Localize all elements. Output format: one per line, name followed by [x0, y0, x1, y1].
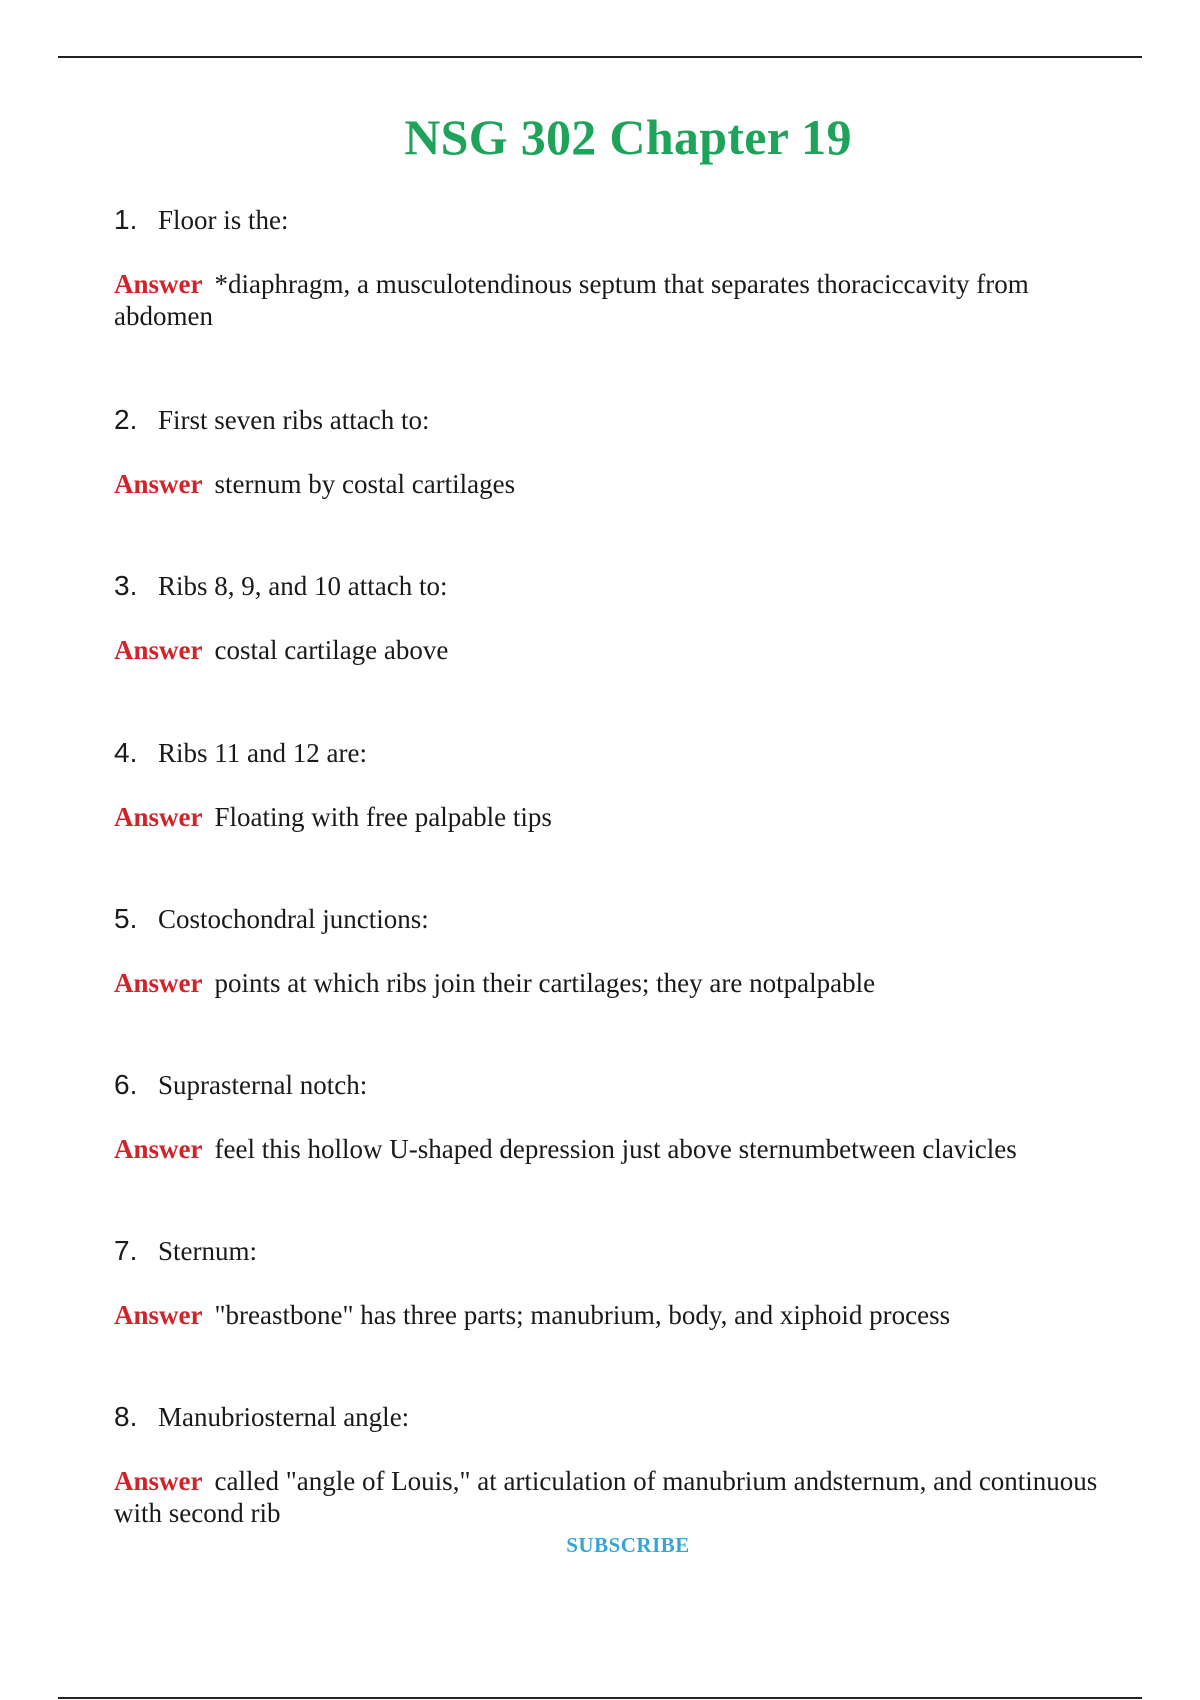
answer-text: sternum by costal cartilages: [214, 469, 516, 499]
question-text: Manubriosternal angle:: [158, 1402, 410, 1432]
question-text: Sternum:: [158, 1236, 257, 1266]
question: [114, 403, 1134, 437]
answer-text: points at which ribs join their cartilages; they are notpalpable: [214, 968, 876, 998]
question: [114, 1400, 1134, 1434]
qa-item-4: [114, 736, 1134, 833]
answer: [114, 468, 1134, 500]
bottom-divider: [58, 1697, 1142, 1699]
answer-label: Answer: [114, 1134, 203, 1164]
answer: [114, 268, 1134, 332]
qa-item-3: [114, 569, 1134, 666]
top-divider: [58, 56, 1142, 58]
question-text: Ribs 11 and 12 are:: [158, 738, 367, 768]
answer: [114, 967, 1134, 999]
question: [114, 736, 1134, 770]
answer-text: *diaphragm, a musculotendinous septum that separates thoraciccavity from abdomen: [114, 269, 1029, 331]
question-text: First seven ribs attach to:: [158, 405, 430, 435]
answer-label: Answer: [114, 1466, 203, 1496]
question-number: 8.: [114, 1401, 138, 1432]
question: [114, 1234, 1134, 1268]
answer: [114, 801, 1134, 833]
question-number: 2.: [114, 404, 138, 435]
qa-item-2: [114, 403, 1134, 500]
qa-item-7: [114, 1234, 1134, 1331]
answer-label: Answer: [114, 269, 203, 299]
subscribe-link[interactable]: SUBSCRIBE: [566, 1533, 690, 1557]
answer-label: Answer: [114, 968, 203, 998]
answer: [114, 634, 1134, 666]
question-text: Floor is the:: [158, 205, 289, 235]
answer-text: called "angle of Louis," at articulation of manubrium andsternum, and continuous with second rib: [114, 1466, 1098, 1528]
question-number: 7.: [114, 1235, 138, 1266]
question: [114, 1068, 1134, 1102]
qa-item-8: [114, 1400, 1134, 1529]
answer-label: Answer: [114, 635, 203, 665]
answer-label: Answer: [114, 469, 203, 499]
question-text: Costochondral junctions:: [158, 904, 429, 934]
answer-text: "breastbone" has three parts; manubrium, body, and xiphoid process: [214, 1300, 951, 1330]
question-text: Suprasternal notch:: [158, 1070, 368, 1100]
question: [114, 569, 1134, 603]
question-number: 5.: [114, 903, 138, 934]
answer-text: feel this hollow U-shaped depression just above sternumbetween clavicles: [214, 1134, 1017, 1164]
answer: [114, 1299, 1134, 1331]
answer-text: costal cartilage above: [214, 635, 449, 665]
question: [114, 902, 1134, 936]
qa-item-6: [114, 1068, 1134, 1165]
answer-label: Answer: [114, 1300, 203, 1330]
question: [114, 203, 1134, 237]
question-number: 3.: [114, 570, 138, 601]
question-number: 4.: [114, 737, 138, 768]
qa-item-1: [114, 203, 1134, 332]
answer-text: Floating with free palpable tips: [214, 802, 552, 832]
answer-label: Answer: [114, 802, 203, 832]
answer: [114, 1465, 1134, 1529]
question-number: 1.: [114, 204, 138, 235]
question-text: Ribs 8, 9, and 10 attach to:: [158, 571, 448, 601]
qa-item-5: [114, 902, 1134, 999]
document-title: NSG 302 Chapter 19: [404, 109, 852, 165]
question-number: 6.: [114, 1069, 138, 1100]
answer: [114, 1133, 1134, 1165]
